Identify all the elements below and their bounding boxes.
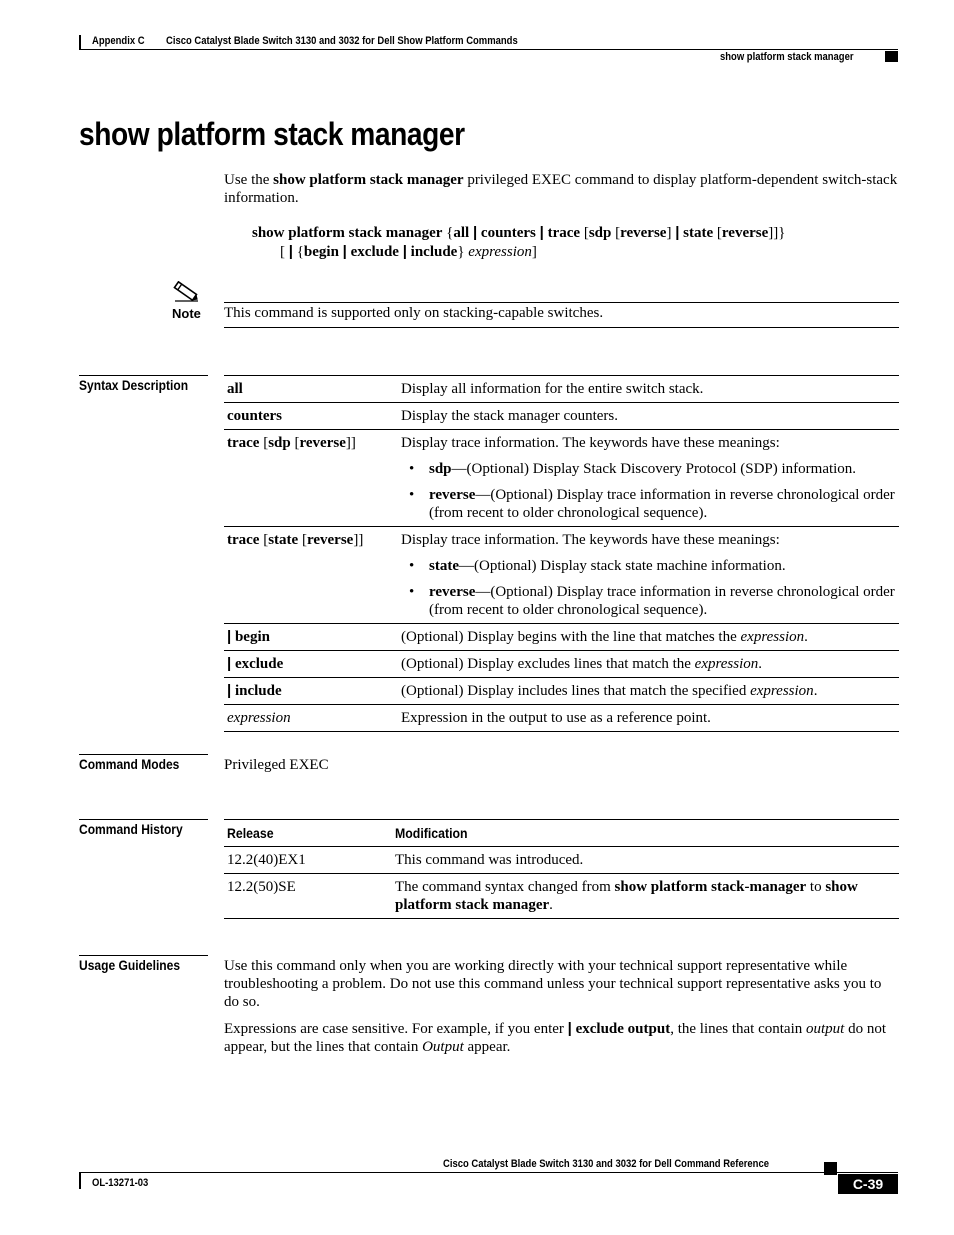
table-row: | include (Optional) Display includes lines that match the specified expression. — [224, 678, 899, 705]
footer-left-bar — [79, 1172, 81, 1189]
table-row: all Display all information for the entire switch stack. — [224, 376, 899, 403]
list-item: • reverse—(Optional) Display trace information in reverse chronological order (from recent to older chronological sequence). — [401, 486, 896, 522]
footer-rule — [79, 1172, 898, 1173]
header-right-block — [885, 51, 898, 62]
command-modes-heading: Command Modes — [79, 754, 208, 772]
usage-guidelines-heading: Usage Guidelines — [79, 955, 208, 973]
note-pencil-icon — [172, 281, 200, 303]
command-modes-text: Privileged EXEC — [224, 757, 329, 773]
usage-paragraph-2: Expressions are case sensitive. For example, if you enter | exclude output, the lines that contain output do not appear, but the lines that contain Output appear. — [224, 1020, 887, 1055]
note-bottom-rule — [224, 327, 899, 328]
footer-doc-id: OL-13271-03 — [92, 1177, 149, 1189]
note-label: Note — [172, 306, 201, 321]
command-history-table — [224, 819, 899, 919]
list-item: • reverse—(Optional) Display trace information in reverse chronological order (from recent to older chronological sequence). — [401, 583, 896, 619]
header-rule — [79, 49, 898, 50]
syntax-line-2: [ | {begin | exclude | include} expression] — [280, 243, 537, 260]
usage-paragraph-1: Use this command only when you are working directly with your technical support representative while troubleshooting a problem. Do not use this command unless your technical support representative asks you to do so. — [224, 958, 882, 1010]
header-chapter: Cisco Catalyst Blade Switch 3130 and 3032 for Dell Show Platform Commands — [166, 35, 518, 47]
page-title: show platform stack manager — [79, 116, 465, 152]
header-section: show platform stack manager — [720, 51, 854, 63]
table-row: 12.2(40)EX1 This command was introduced. — [224, 847, 899, 874]
intro-paragraph: Use the show platform stack manager privileged EXEC command to display platform-dependent switch-stack information. — [224, 172, 898, 206]
intro-command: show platform stack manager — [273, 172, 464, 188]
command-history-heading: Command History — [79, 819, 208, 837]
footer-book-title: Cisco Catalyst Blade Switch 3130 and 3032 for Dell Command Reference — [443, 1158, 769, 1170]
table-row: counters Display the stack manager counters. — [224, 403, 899, 430]
table-row: trace [sdp [reverse]] Display trace information. The keywords have these meanings: • sdp—(Optional) Display Stack Discovery Protocol (SDP) information. • reverse—(Optional) Display trace information in reverse chronological order (from recent to older chronological sequence). — [224, 430, 899, 527]
page-number: C-39 — [838, 1174, 898, 1194]
header-appendix: Appendix C — [92, 35, 145, 47]
table-row: Release Modification — [224, 820, 899, 847]
syntax-description-table — [224, 375, 899, 732]
table-row: trace [state [reverse]] Display trace information. The keywords have these meanings: • state—(Optional) Display stack state machine information. • reverse—(Optional) Display trace information in reverse chronological order (from recent to older chronological sequence). — [224, 527, 899, 624]
header-left-bar — [79, 35, 81, 50]
table-row: | exclude (Optional) Display excludes lines that match the expression. — [224, 651, 899, 678]
syntax-line-1: show platform stack manager {all | counters | trace [sdp [reverse] | state [reverse]]} — [252, 224, 786, 241]
footer-right-block — [824, 1162, 837, 1175]
table-row: | begin (Optional) Display begins with the line that matches the expression. — [224, 624, 899, 651]
table-row: 12.2(50)SE The command syntax changed from show platform stack-manager to show platform stack manager. — [224, 874, 899, 919]
list-item: • sdp—(Optional) Display Stack Discovery Protocol (SDP) information. — [401, 460, 896, 478]
note-text: This command is supported only on stacking-capable switches. — [224, 305, 604, 321]
note-top-rule — [224, 302, 899, 303]
list-item: • state—(Optional) Display stack state machine information. — [401, 557, 896, 575]
syntax-description-heading: Syntax Description — [79, 375, 208, 393]
table-row: expression Expression in the output to use as a reference point. — [224, 705, 899, 732]
